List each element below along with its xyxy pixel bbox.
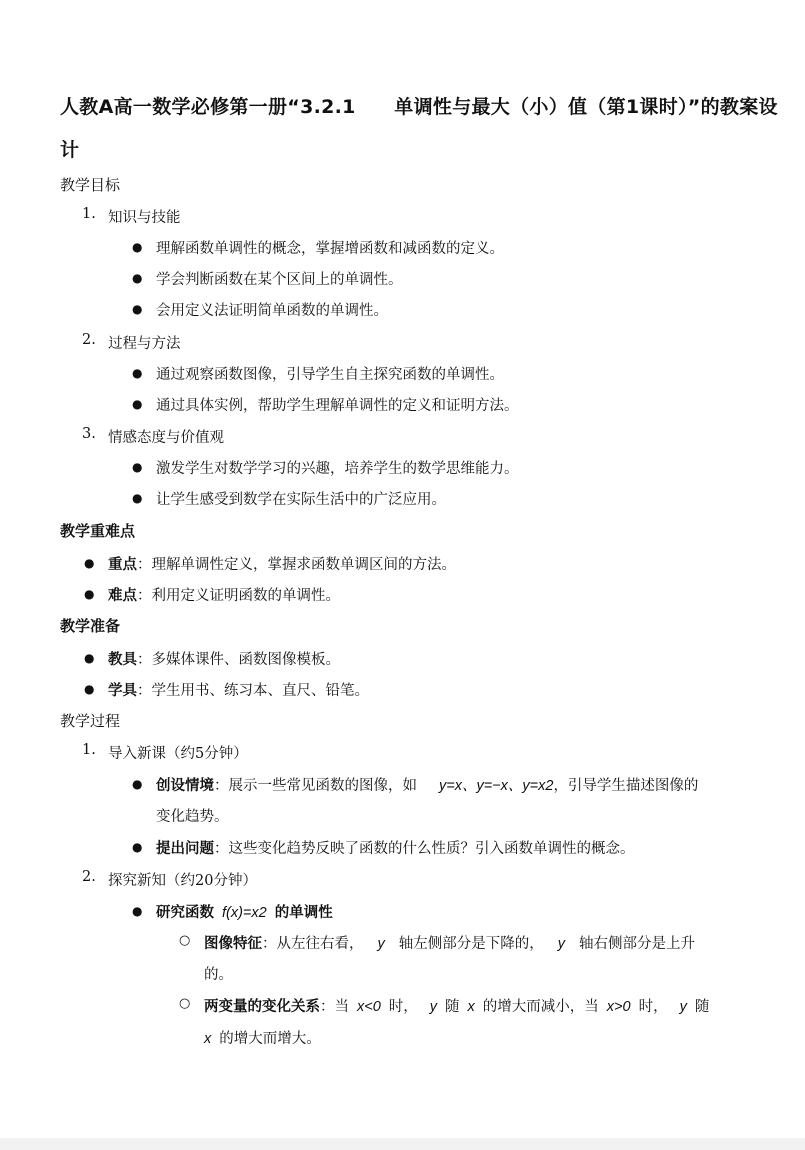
math-expression: x<0 xyxy=(357,999,381,1015)
math-symbol: x xyxy=(467,999,475,1015)
list-item-text: ：利用定义证明函数的单调性。 xyxy=(137,588,340,604)
bullet-icon: ● xyxy=(84,587,95,601)
list-item xyxy=(204,932,695,953)
list-item xyxy=(156,837,635,858)
list-item-text: 时， xyxy=(638,999,668,1015)
list-item: 会用定义法证明简单函数的单调性。 xyxy=(156,303,388,319)
list-item-label: 图像特征 xyxy=(204,936,262,952)
list-item-label: 难点 xyxy=(108,588,137,604)
section-heading-process: 教学过程 xyxy=(60,712,121,730)
list-item xyxy=(108,679,369,700)
list-item xyxy=(156,901,333,922)
list-item-label: 研究函数 xyxy=(156,905,214,921)
list-item xyxy=(108,648,340,669)
list-number: 3. xyxy=(82,426,96,442)
bullet-icon: ● xyxy=(132,271,143,285)
list-item-text: ：展示一些常见函数的图像，如 xyxy=(214,778,417,794)
list-item-text: 轴左侧部分是下降的， xyxy=(398,936,544,952)
list-item: 通过具体实例，帮助学生理解单调性的定义和证明方法。 xyxy=(156,398,519,414)
list-item: 理解函数单调性的概念，掌握增函数和减函数的定义。 xyxy=(156,241,504,257)
list-item-label: 导入新课（约5分钟） xyxy=(108,746,248,762)
math-symbol: y xyxy=(429,999,438,1015)
list-item: 让学生感受到数学在实际生活中的广泛应用。 xyxy=(156,492,446,508)
bullet-icon: ● xyxy=(132,240,143,254)
document-title-line1: 人教A高一数学必修第一册“3.2.1 单调性与最大（小）值（第1课时）”的教案设 xyxy=(60,96,778,118)
bullet-icon: ● xyxy=(132,460,143,474)
list-item-continuation xyxy=(204,1027,321,1048)
list-item-text: ：这些变化趋势反映了函数的什么性质？引入函数单调性的概念。 xyxy=(214,841,635,857)
list-item: 通过观察函数图像，引导学生自主探究函数的单调性。 xyxy=(156,367,504,383)
list-item-label: 过程与方法 xyxy=(108,336,181,352)
list-item-text: ：从左往右看， xyxy=(262,936,364,952)
math-expression: f(x)=x2 xyxy=(222,905,267,921)
list-item-text: 的增大而增大。 xyxy=(219,1031,321,1047)
list-item-continuation: 变化趋势。 xyxy=(156,809,229,825)
list-item xyxy=(108,584,340,605)
circle-bullet-icon: ○ xyxy=(179,933,191,948)
circle-bullet-icon: ○ xyxy=(179,996,191,1011)
math-symbol: y xyxy=(679,999,687,1015)
list-number: 2. xyxy=(82,869,96,885)
section-heading-objectives: 教学目标 xyxy=(60,176,121,194)
bullet-icon: ● xyxy=(132,904,143,918)
list-item-text: ：理解单调性定义，掌握求函数单调区间的方法。 xyxy=(137,557,456,573)
bullet-icon: ● xyxy=(132,777,143,791)
list-number: 1. xyxy=(82,206,96,222)
list-item xyxy=(108,553,456,574)
list-item-label: 两变量的变化关系 xyxy=(204,999,320,1015)
list-item-label: 知识与技能 xyxy=(108,210,181,226)
section-heading-preparation: 教学准备 xyxy=(60,617,121,635)
document-title-line2: 计 xyxy=(60,139,80,161)
list-item-continuation: 的。 xyxy=(204,967,233,983)
bullet-icon: ● xyxy=(132,366,143,380)
list-item-text: ：多媒体课件、函数图像模板。 xyxy=(137,652,340,668)
list-item-text: 轴右侧部分是上升 xyxy=(579,936,695,952)
list-item xyxy=(156,774,698,795)
list-item-text: 时， xyxy=(388,999,418,1015)
list-item-label: 重点 xyxy=(108,557,137,573)
math-symbol: y xyxy=(557,936,565,952)
list-item-text: 随 xyxy=(445,999,460,1015)
list-number: 2. xyxy=(82,332,96,348)
math-symbol: y xyxy=(377,936,385,952)
bullet-icon: ● xyxy=(84,556,95,570)
bullet-icon: ● xyxy=(132,491,143,505)
list-item-text: ：当 xyxy=(320,999,349,1015)
list-item-label: 学具 xyxy=(108,683,137,699)
list-item: 学会判断函数在某个区间上的单调性。 xyxy=(156,272,403,288)
bullet-icon: ● xyxy=(84,682,95,696)
bullet-icon: ● xyxy=(132,840,143,854)
section-heading-key-points: 教学重难点 xyxy=(60,522,136,540)
math-symbol: x xyxy=(204,1031,212,1047)
list-item-text: ：学生用书、练习本、直尺、铅笔。 xyxy=(137,683,369,699)
list-item xyxy=(204,995,709,1016)
math-expression: x>0 xyxy=(606,999,631,1015)
list-item-label: 教具 xyxy=(108,652,137,668)
list-item-label: 探究新知（约20分钟） xyxy=(108,873,257,889)
bullet-icon: ● xyxy=(132,397,143,411)
list-item-label: 创设情境 xyxy=(156,778,214,794)
list-number: 1. xyxy=(82,742,96,758)
bullet-icon: ● xyxy=(84,651,95,665)
list-item-label: 提出问题 xyxy=(156,841,214,857)
bullet-icon: ● xyxy=(132,302,143,316)
list-item-text: ，引导学生描述图像的 xyxy=(553,778,699,794)
math-expression: y=x、y=−x、y=x2 xyxy=(439,778,554,794)
list-item-label: 的单调性 xyxy=(274,905,333,921)
list-item-label: 情感态度与价值观 xyxy=(108,430,224,446)
list-item: 激发学生对数学学习的兴趣，培养学生的数学思维能力。 xyxy=(156,461,519,477)
list-item-text: 的增大而减小，当 xyxy=(482,999,599,1015)
list-item-text: 随 xyxy=(694,999,710,1015)
